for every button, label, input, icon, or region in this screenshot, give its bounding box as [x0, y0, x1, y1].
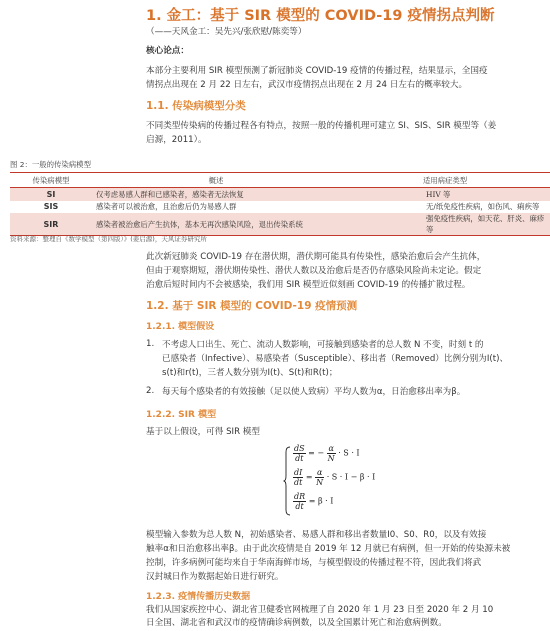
table-cell-model: SI: [10, 188, 92, 201]
table-header-row: [10, 173, 550, 188]
figure-source: 资料来源：整理自《数学模型（第四版）》(姜启源)，天风证券研究所: [10, 235, 207, 243]
section-title-1-1: 1.1. 传染病模型分类: [146, 100, 246, 112]
section-title-1-2: 1.2. 基于 SIR 模型的 COVID-19 疫情预测: [146, 300, 358, 312]
core-points-line-1: 本部分主要利用 SIR 模型预测了新冠肺炎 COVID-19 疫情的传播过程，结果显示，全国疫: [146, 66, 488, 76]
covid-para-line-1: 此次新冠肺炎 COVID-19 存在潜伏期，潜伏期可能具有传染性，感染治愈后会产生抗体，: [146, 252, 486, 262]
table-cell-disease: 无/纸免疫性疾病，如伤风、痢疾等: [426, 202, 540, 212]
history-data-line-1: 我们从国家疾控中心、湖北省卫健委官网梳理了自 2020 年 1 月 23 日至 2020 年 2 月 10: [146, 605, 494, 615]
covid-para-line-2: 但由于观察期短，潜伏期传染性、潜伏人数以及治愈后是否仍存感染风险尚未定论。假定: [146, 266, 482, 276]
list-number-1: 1.: [146, 339, 155, 349]
sir-equation-system: [283, 444, 383, 518]
equation-ds: $\frac{dS}{dt}$ = − $\frac{\alpha}{N}$ · S · I: [294, 444, 360, 463]
section-title-1: 1. 金工：基于 SIR 模型的 COVID-19 疫情拐点判断: [146, 8, 495, 24]
table-row: [10, 201, 550, 214]
core-points-line-2: 情拐点出现在 2 月 22 日左右，武汉市疫情拐点出现在 2 月 24 日左右的概率较大。: [146, 80, 468, 90]
table-cell-model: SIR: [10, 213, 92, 236]
equation-dr: $\frac{dR}{dt}$ = β · I: [294, 492, 334, 511]
authors-line: （——天风金工：吴先兴/张欣慰/陈奕等）: [146, 27, 307, 37]
table-cell-desc: 仅考虑易感人群和已感染者，感染者无法恢复: [92, 188, 340, 201]
assumption-1-line-3: s(t)和r(t)，三者人数分别为I(t)、S(t)和R(t)；: [162, 368, 338, 378]
section-title-1-2-1: 1.2.1. 模型假设: [146, 322, 215, 332]
table-cell-model: SIS: [43, 202, 59, 212]
table-header-desc: 概述: [92, 173, 340, 188]
table-cell-disease: 强免疫性疾病，如天花、肝炎、麻疹等: [340, 213, 550, 236]
table-cell-desc: 感染者可以被治愈，且治愈后仍为易感人群: [96, 202, 237, 212]
model-param-line-4: 汉封城日作为数据起始日进行研究。: [146, 572, 284, 582]
section-title-1-2-3: 1.2.3. 疫情传播历史数据: [146, 592, 251, 602]
table-row: [10, 188, 550, 201]
section-1-1-line-1: 不同类型传染病的传播过程各有特点，按照一般的传播机理可建立 SI、SIS、SIR 模型等（姜: [146, 121, 497, 131]
model-param-line-2: 触率α和日治愈移出率β。由于此次疫情是自 2019 年 12 月就已有病例，但一开始的传染源未被: [146, 544, 511, 554]
table-header-model: 传染病模型: [10, 173, 92, 188]
covid-para-line-3: 治愈后短时间内不会被感染，我们用 SIR 模型近似刻画 COVID-19 的传播扩散过程。: [146, 280, 471, 290]
table-row: [10, 213, 550, 236]
epidemic-model-table: [10, 172, 550, 236]
sir-model-intro: 基于以上假设，可得 SIR 模型: [146, 427, 260, 437]
section-title-1-2-2: 1.2.2. SIR 模型: [146, 410, 217, 420]
table-cell-desc: 感染者被治愈后产生抗体，基本无再次感染风险，退出传染系统: [92, 213, 340, 236]
equation-di: $\frac{dI}{dt}$ = $\frac{\alpha}{N}$ · S · I − β · I: [294, 468, 376, 487]
table-header-disease: 适用病症类型: [340, 173, 550, 188]
table-cell-disease: HIV 等: [340, 188, 550, 201]
left-brace-icon: [283, 446, 291, 516]
section-1-1-line-2: 启源，2011）。: [146, 135, 207, 145]
model-param-line-1: 模型输入参数为总人数 N，初始感染者、易感人群和移出者数量I0、S0、R0，以及有效接: [146, 530, 487, 540]
core-points-label: 核心论点：: [146, 46, 189, 56]
history-data-line-2: 日全国、湖北省和武汉市的疫情确诊病例数，以及全国累计死亡和治愈病例数。: [146, 618, 447, 628]
assumption-1-line-1: 不考虑人口出生、死亡、流动人数影响，可接触到感染者的总人数 N 不变，时刻 t 的: [162, 340, 484, 350]
assumption-2-line: 每天每个感染者的有效接触（足以使人致病）平均人数为α，日治愈移出率为β。: [162, 387, 466, 397]
list-number-2: 2.: [146, 386, 155, 396]
assumption-1-line-2: 已感染者（Infective）、易感染者（Susceptible）、移出者（Removed）比例分别为I(t)、: [162, 354, 509, 364]
model-param-line-3: 控制，许多病例可能均来自于华南海鲜市场，与模型假设的传播过程不符，因此我们将武: [146, 558, 482, 568]
figure-caption: 图 2：一般的传染病模型: [10, 160, 91, 169]
